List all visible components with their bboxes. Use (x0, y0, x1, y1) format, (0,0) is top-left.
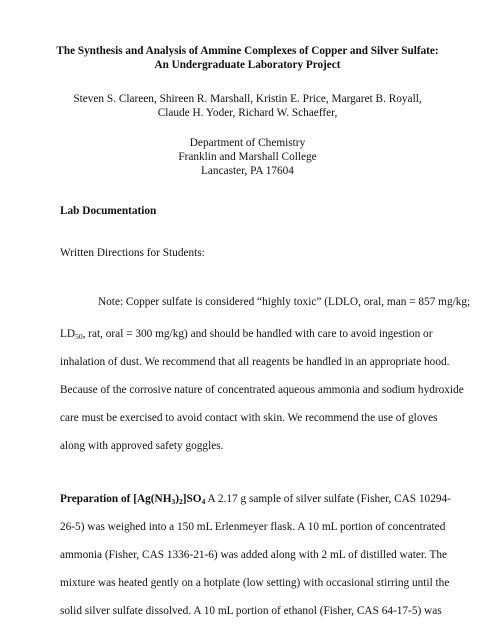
affiliation-city: Lancaster, PA 17604 (201, 165, 294, 177)
prep-line-3: ammonia (Fisher, CAS 1336-21-6) was added along with 2 mL of distilled water. The (60, 549, 448, 561)
note-line-3: inhalation of dust. We recommend that all reagents be handled in an appropriate hood. (60, 356, 450, 368)
section-heading: Lab Documentation (60, 205, 157, 217)
paper-title-line-2: An Undergraduate Laboratory Project (154, 59, 341, 71)
affiliation-college: Franklin and Marshall College (178, 151, 317, 163)
authors-line-2: Claude H. Yoder, Richard W. Schaeffer, (157, 107, 338, 119)
prep-line-5: solid silver sulfate dissolved. A 10 mL portion of ethanol (Fisher, CAS 64-17-5) was (60, 605, 442, 617)
note-line-6: along with approved safety goggles. (60, 440, 224, 452)
prep-line-1: Preparation of $[Ag(NH_3)_2]SO_4$ A 2.17 g sample of silver sulfate (Fisher, CAS 10294- (60, 493, 451, 506)
subheading: Written Directions for Students: (60, 247, 205, 259)
prep-heading: Preparation of $[Ag(NH_3)_2]SO_4$ (60, 493, 206, 506)
note-line-4: Because of the corrosive nature of concentrated aqueous ammonia and sodium hydroxide (60, 384, 464, 396)
note-line-5: care must be exercised to avoid contact with skin. We recommend the use of gloves (60, 412, 438, 424)
authors-line-1: Steven S. Clareen, Shireen R. Marshall, Kristin E. Price, Margaret B. Royall, (73, 93, 422, 105)
note-line-1: Note: Copper sulfate is considered “highly toxic” (LDLO, oral, man = 857 mg/kg; (98, 296, 471, 308)
affiliation-department: Department of Chemistry (189, 137, 306, 149)
prep-line-2: 26-5) was weighed into a 150 mL Erlenmeyer flask. A 10 mL portion of concentrated (60, 521, 446, 533)
note-line-2: $LD_{50}$, rat, oral = 300 mg/kg) and should be handled with care to avoid ingestion or (60, 328, 433, 341)
prep-line-4: mixture was heated gently on a hotplate (low setting) with occasional stirring until the (60, 577, 450, 589)
paper-title-line-1: The Synthesis and Analysis of Ammine Complexes of Copper and Silver Sulfate: (56, 45, 439, 57)
